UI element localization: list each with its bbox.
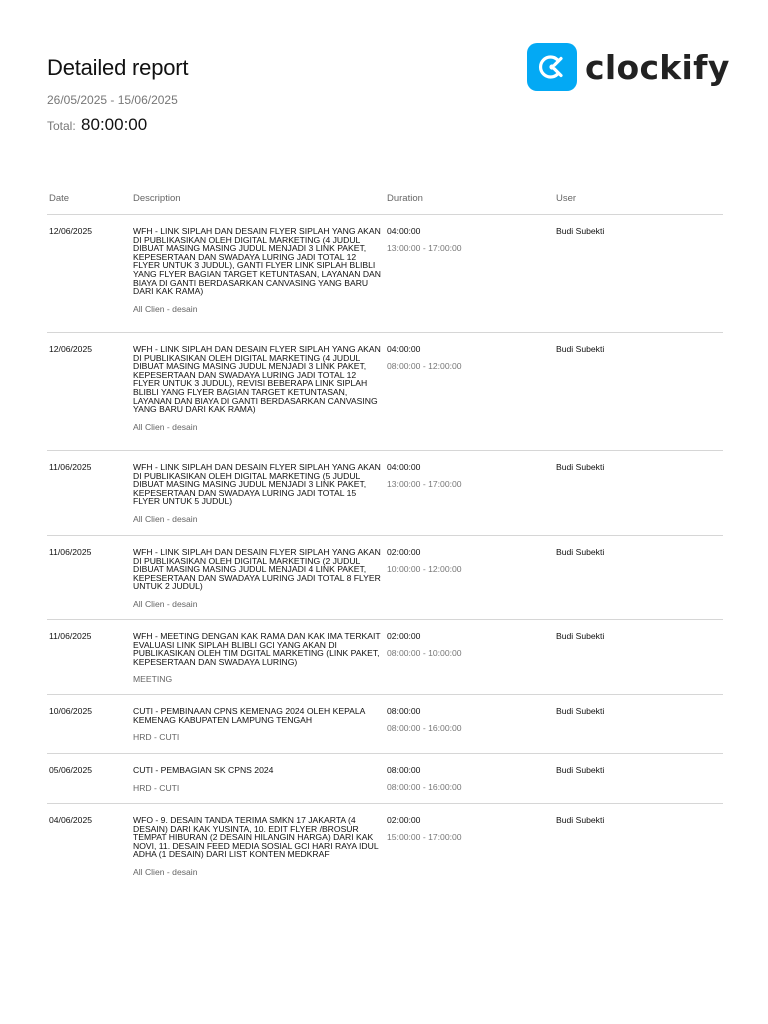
row-date: 11/06/2025 (49, 462, 92, 472)
row-time-range: 08:00:00 - 10:00:00 (387, 647, 462, 658)
row-duration (387, 227, 462, 252)
row-duration-value: 04:00:00 (387, 344, 421, 354)
row-user: Budi Subekti (556, 344, 605, 354)
row-description (133, 548, 383, 609)
clockify-logo-icon (527, 43, 577, 91)
row-time-range: 13:00:00 - 17:00:00 (387, 242, 462, 253)
table-row (47, 536, 723, 620)
row-duration-value: 08:00:00 (387, 765, 421, 775)
row-user: Budi Subekti (556, 226, 605, 236)
row-description (133, 227, 383, 313)
row-duration (387, 816, 462, 841)
row-user: Budi Subekti (556, 547, 605, 557)
row-duration (387, 548, 462, 573)
row-time-range: 13:00:00 - 17:00:00 (387, 478, 462, 489)
table-row (47, 754, 723, 804)
row-user: Budi Subekti (556, 631, 605, 641)
row-duration (387, 463, 462, 488)
logo-wordmark: clockify (585, 47, 730, 87)
row-duration-value: 02:00:00 (387, 631, 421, 641)
row-time-range: 08:00:00 - 16:00:00 (387, 722, 462, 733)
row-duration (387, 707, 462, 732)
row-description-text: WFH - LINK SIPLAH DAN DESAIN FLYER SIPLAH YANG AKAN DI PUBLIKASIKAN OLEH DIGITAL MARKETING (5 JUDUL DIBUAT MASING MASING JUDUL MENJADI 3 LINK PAKET, KEPESERTAAN DAN SWADAYA LURING JADI TOTAL 15 FLYER UNTUK 5 JUDUL) (133, 462, 381, 507)
row-description-text: WFH - LINK SIPLAH DAN DESAIN FLYER SIPLAH YANG AKAN DI PUBLIKASIKAN OLEH DIGITAL MARKETING (2 JUDUL DIBUAT MASING MASING JUDUL MENJADI 4 LINK PAKET, KEPESERTAAN DAN SWADAYA LURING JADI TOTAL 8 FLYER UNTUK 2 JUDUL) (133, 547, 381, 592)
row-duration (387, 766, 462, 791)
row-user: Budi Subekti (556, 462, 605, 472)
row-duration (387, 632, 462, 657)
row-time-range: 08:00:00 - 16:00:00 (387, 781, 462, 792)
table-row (47, 215, 723, 333)
row-project: All Clien - desain (133, 421, 198, 432)
row-project: MEETING (133, 674, 173, 685)
row-description-text: WFO - 9. DESAIN TANDA TERIMA SMKN 17 JAKARTA (4 DESAIN) DARI KAK YUSINTA, 10. EDIT FLYER /BROSUR TEMPAT HIBURAN (2 DESAIN HILANGIN HARGA) DARI KAK NOVI, 11. DESAIN FEED MEDIA SOSIAL GCI HARI RAYA IDUL ADHA (1 DESAIN) DARI LIST KONTEN MEDKRAF (133, 815, 379, 860)
row-description (133, 463, 383, 524)
row-date: 04/06/2025 (49, 815, 93, 825)
row-date: 11/06/2025 (49, 547, 92, 557)
table-row (47, 333, 723, 451)
total-label: Total: (47, 119, 76, 133)
row-duration-value: 08:00:00 (387, 706, 421, 716)
row-description-text: CUTI - PEMBINAAN CPNS KEMENAG 2024 OLEH KEPALA KEMENAG KABUPATEN LAMPUNG TENGAH (133, 706, 365, 725)
row-description-text: CUTI - PEMBAGIAN SK CPNS 2024 (133, 765, 274, 775)
date-range: 26/05/2025 - 15/06/2025 (47, 93, 178, 107)
row-time-range: 08:00:00 - 12:00:00 (387, 360, 462, 371)
table-row (47, 695, 723, 754)
clockify-logo (527, 43, 730, 91)
row-date: 10/06/2025 (49, 706, 93, 716)
row-time-range: 10:00:00 - 12:00:00 (387, 563, 462, 574)
row-project: All Clien - desain (133, 513, 198, 524)
row-description (133, 632, 383, 684)
row-user: Budi Subekti (556, 706, 605, 716)
row-description (133, 766, 383, 792)
table-row (47, 804, 723, 894)
total-summary (47, 115, 188, 135)
row-time-range: 15:00:00 - 17:00:00 (387, 831, 462, 842)
row-date: 05/06/2025 (49, 765, 93, 775)
col-user: User (556, 193, 577, 204)
row-description (133, 816, 383, 877)
report-header (47, 55, 188, 135)
report-table (47, 190, 723, 894)
table-header (47, 190, 723, 215)
row-project: HRD - CUTI (133, 782, 180, 793)
row-description-text: WFH - LINK SIPLAH DAN DESAIN FLYER SIPLAH YANG AKAN DI PUBLIKASIKAN OLEH DIGITAL MARKETING (4 JUDUL DIBUAT MASING MASING JUDUL MENJADI 3 LINK PAKET, KEPESERTAAN DAN SWADAYA LURING JADI TOTAL 12 FLYER UNTUK 3 JUDUL), REVISI BEBERAPA LINK SIPLAH BLIBLI YANG FLYER BAGIAN TARGET KETUNTASAN, LAYANAN DAN BIAYA DI GANTI BERDASARKAN CANVASING YANG BARU DARI KAK RAMA) (133, 344, 381, 415)
total-value: 80:00:00 (81, 115, 148, 134)
row-user: Budi Subekti (556, 765, 605, 775)
row-date: 12/06/2025 (49, 344, 93, 354)
row-duration-value: 02:00:00 (387, 547, 421, 557)
row-description-text: WFH - MEETING DENGAN KAK RAMA DAN KAK IMA TERKAIT EVALUASI LINK SIPLAH BLIBLI GCI YANG AKAN DI PUBLIKASIKAN OLEH TIM DGITAL MARKETING (LINK PAKET, KEPESERTAAN DAN SWADAYA LURING) (133, 631, 381, 667)
row-duration (387, 345, 462, 370)
row-project: All Clien - desain (133, 303, 198, 314)
row-project: All Clien - desain (133, 598, 198, 609)
row-date: 12/06/2025 (49, 226, 93, 236)
row-project: HRD - CUTI (133, 732, 180, 743)
row-description (133, 345, 383, 431)
table-row (47, 451, 723, 536)
row-project: All Clien - desain (133, 866, 198, 877)
page-title: Detailed report (47, 55, 189, 80)
row-description (133, 707, 383, 742)
row-date: 11/06/2025 (49, 631, 92, 641)
col-date: Date (49, 193, 70, 204)
col-duration: Duration (387, 193, 423, 204)
row-duration-value: 02:00:00 (387, 815, 421, 825)
row-duration-value: 04:00:00 (387, 226, 421, 236)
row-description-text: WFH - LINK SIPLAH DAN DESAIN FLYER SIPLAH YANG AKAN DI PUBLIKASIKAN OLEH DIGITAL MARKETING (4 JUDUL DIBUAT MASING MASING JUDUL MENJADI 3 LINK PAKET, KEPESERTAAN DAN SWADAYA LURING JADI TOTAL 12 FLYER UNTUK 3 JUDUL), GANTI FLYER LINK SIPLAH BLIBLI YANG FLYER BAGIAN TARGET KETUNTASAN, LAYANAN DAN BIAYA DI GANTI BERDASARKAN CANVASING YANG BARU DARI KAK RAMA) (133, 226, 381, 297)
row-duration-value: 04:00:00 (387, 462, 421, 472)
col-description: Description (133, 193, 181, 204)
row-user: Budi Subekti (556, 815, 605, 825)
table-row (47, 620, 723, 695)
